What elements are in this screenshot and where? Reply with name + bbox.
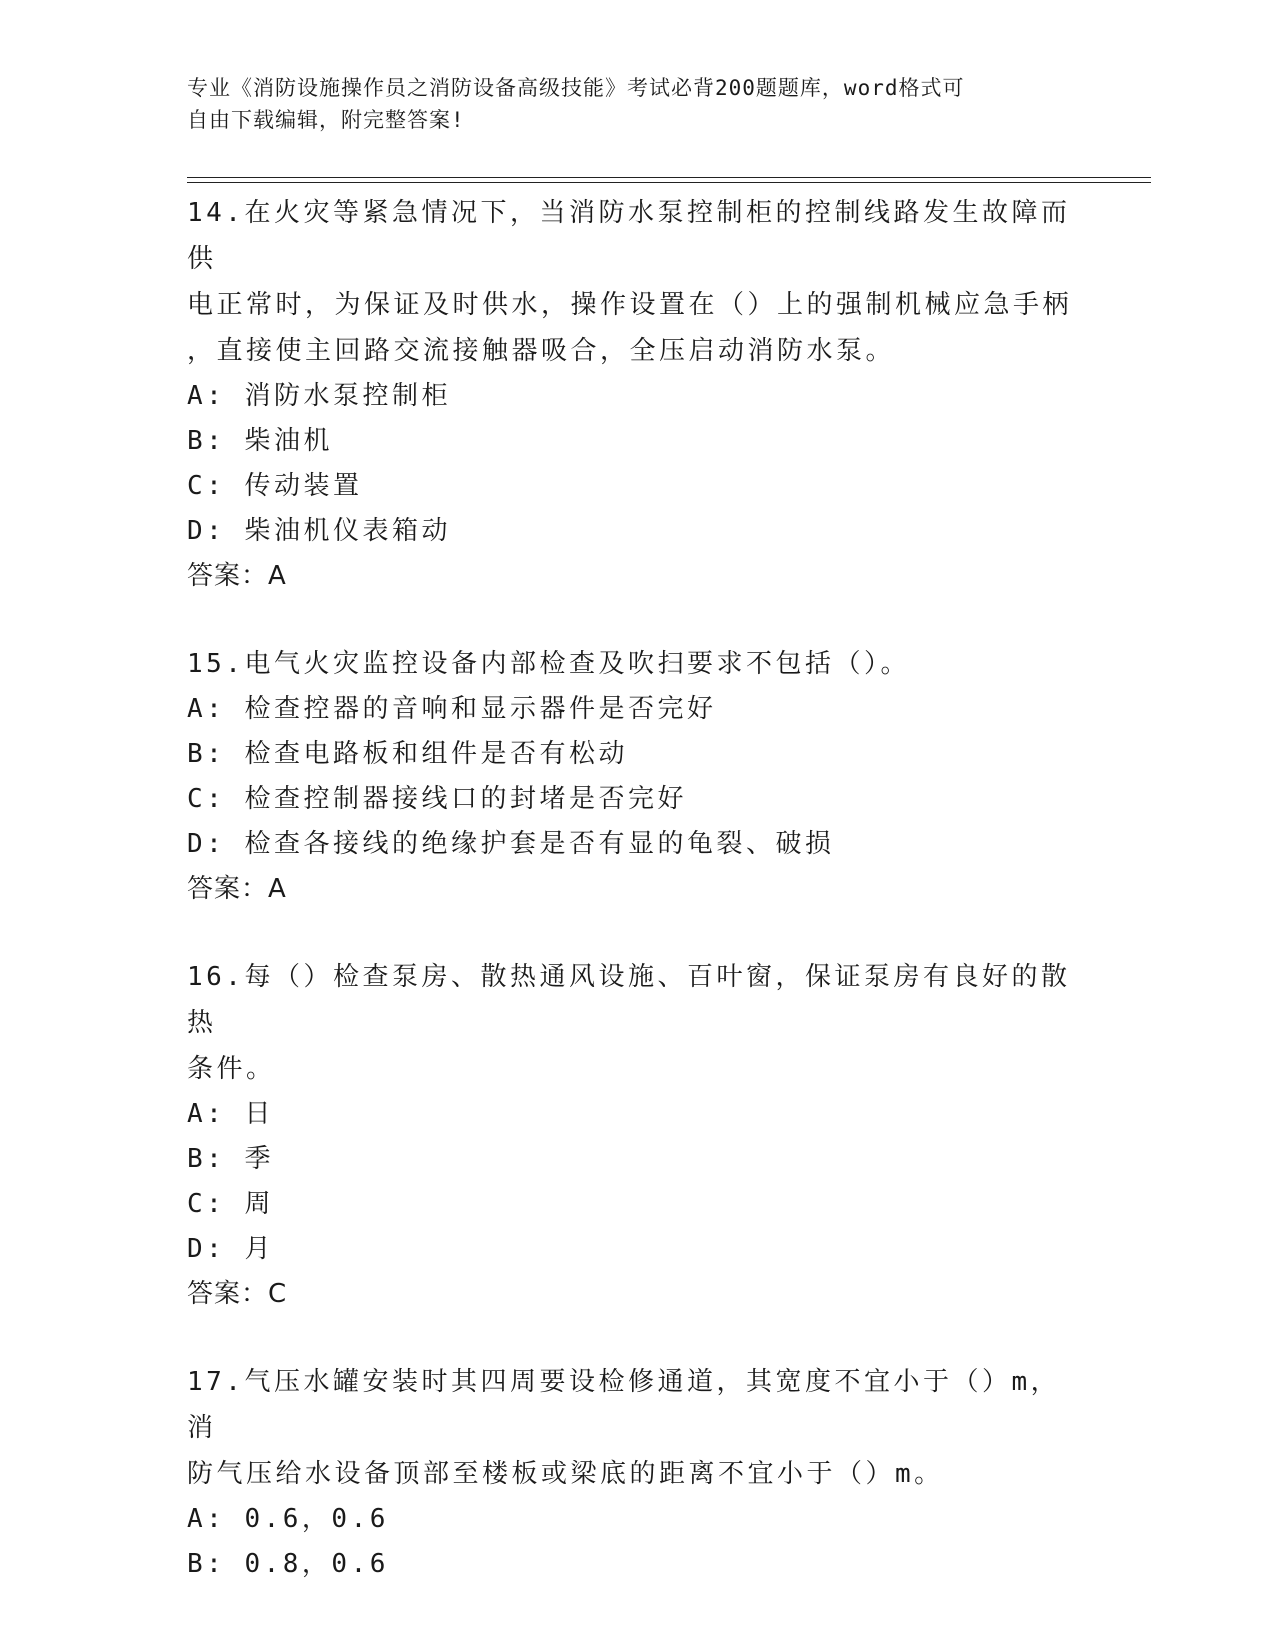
option-d: D: 检查各接线的绝缘护套是否有显的龟裂、破损: [187, 829, 835, 859]
option-c: C: 传动装置: [187, 471, 363, 501]
question-stem-line: ，直接使主回路交流接触器吸合，全压启动消防水泵。: [187, 336, 896, 366]
question-stem-line: 16.每（）检查泵房、散热通风设施、百叶窗，保证泵房有良好的散热: [187, 962, 1071, 1038]
header-divider-top: [187, 177, 1151, 178]
header-line-2: 自由下载编辑，附完整答案!: [187, 108, 465, 132]
header-divider-bottom: [187, 182, 1151, 183]
question-15: [187, 641, 1087, 912]
question-stem-line: 14.在火灾等紧急情况下，当消防水泵控制柜的控制线路发生故障而供: [187, 198, 1071, 274]
option-a: A: 消防水泵控制柜: [187, 381, 451, 411]
option-a: A: 日: [187, 1099, 274, 1129]
question-stem-line: 15.电气火灾监控设备内部检查及吹扫要求不包括（）。: [187, 649, 910, 679]
answer: 答案：A: [187, 874, 287, 904]
question-list: [187, 190, 1087, 1629]
option-a: A: 0.6，0.6: [187, 1504, 389, 1534]
option-b: B: 0.8，0.6: [187, 1549, 389, 1579]
option-c: C: 检查控制器接线口的封堵是否完好: [187, 784, 687, 814]
answer: 答案：A: [187, 561, 287, 591]
answer: 答案：C: [187, 1279, 288, 1309]
question-14: [187, 190, 1087, 599]
question-16: [187, 954, 1087, 1317]
question-stem-line: 17.气压水罐安装时其四周要设检修通道，其宽度不宜小于（）m，消: [187, 1367, 1061, 1443]
option-d: D: 月: [187, 1234, 274, 1264]
document-header: [187, 72, 1087, 136]
question-stem-line: 防气压给水设备顶部至楼板或梁底的距离不宜小于（）m。: [187, 1459, 944, 1489]
option-b: B: 检查电路板和组件是否有松动: [187, 739, 628, 769]
question-stem-line: 条件。: [187, 1054, 276, 1084]
option-d: D: 柴油机仪表箱动: [187, 516, 451, 546]
option-a: A: 检查控器的音响和显示器件是否完好: [187, 694, 717, 724]
option-c: C: 周: [187, 1189, 274, 1219]
option-b: B: 柴油机: [187, 426, 333, 456]
question-17: [187, 1359, 1087, 1587]
question-stem-line: 电正常时，为保证及时供水，操作设置在（）上的强制机械应急手柄: [187, 290, 1073, 320]
header-line-1: 专业《消防设施操作员之消防设备高级技能》考试必背200题题库，word格式可: [187, 76, 965, 100]
option-b: B: 季: [187, 1144, 274, 1174]
